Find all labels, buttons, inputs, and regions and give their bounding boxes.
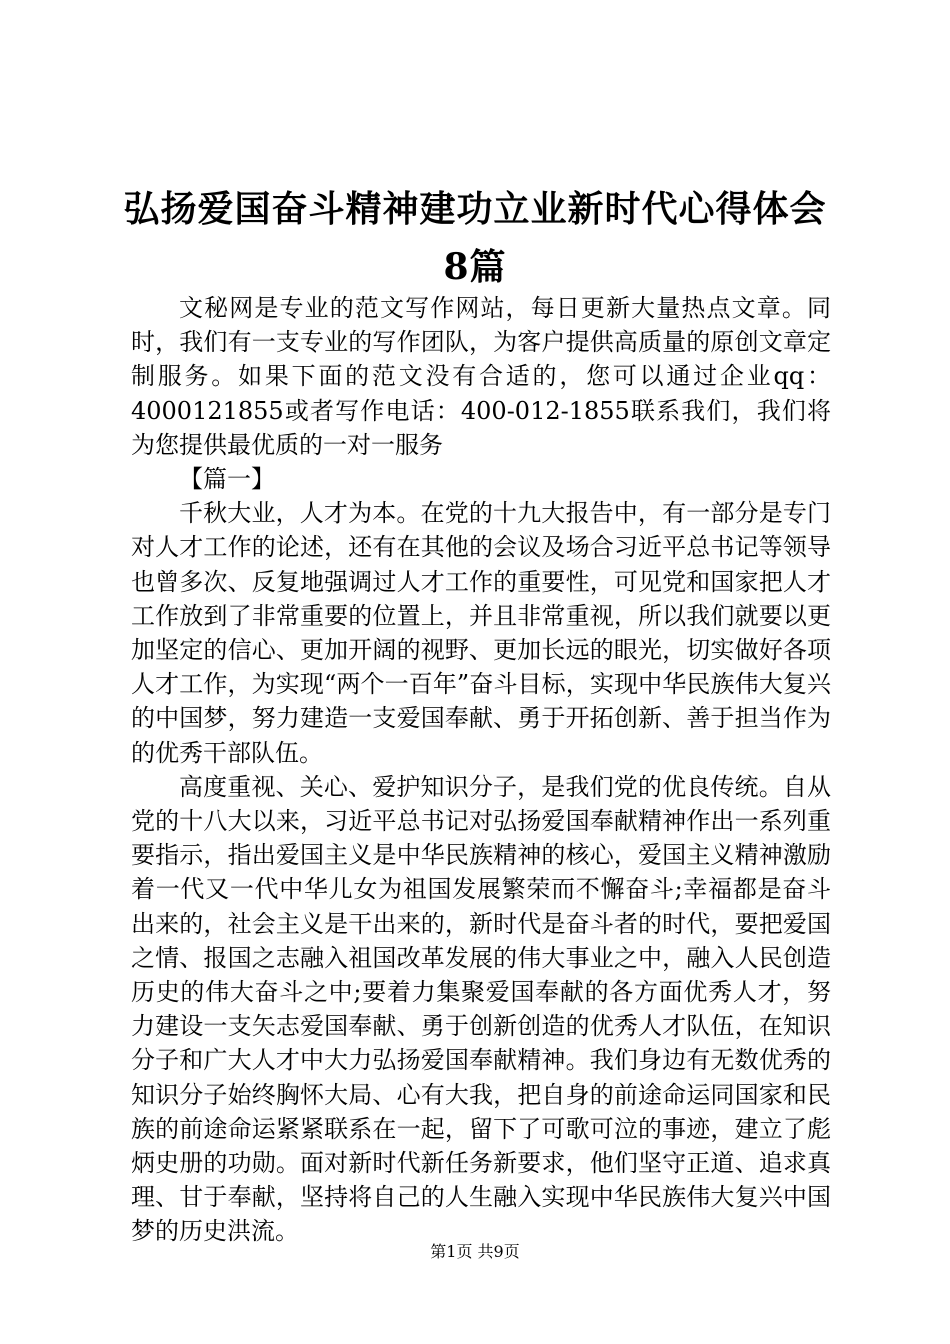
document-body — [131, 291, 831, 1249]
body-paragraph: 千秋大业，人才为本。在党的十九大报告中，有一部分是专门对人才工作的论述，还有在其他的会议及场合习近平总书记等领导也曾多次、反复地强调过人才工作的重要性，可见党和国家把人才工作放到了非常重要的位置上，并且非常重视，所以我们就要以更加坚定的信心、更加开阔的视野、更加长远的眼光，切实做好各项人才工作，为实现“两个一百年”奋斗目标，实现中华民族伟大复兴的中国梦，努力建造一支爱国奉献、勇于开拓创新、善于担当作为的优秀干部队伍。 — [131, 499, 831, 767]
page-footer: 第1页 共9页 — [430, 1242, 520, 1261]
document-title: 弘扬爱国奋斗精神建功立业新时代心得体会8篇 — [123, 188, 827, 288]
section-heading: 【篇一】 — [179, 465, 275, 494]
intro-paragraph: 文秘网是专业的范文写作网站，每日更新大量热点文章。同时，我们有一支专业的写作团队，为客户提供高质量的原创文章定制服务。如果下面的范文没有合适的，您可以通过企业qq：4000121855或者写作电话：400-012-1855联系我们，我们将为您提供最优质的一对一服务 — [131, 294, 831, 459]
body-paragraph: 高度重视、关心、爱护知识分子，是我们党的优良传统。自从党的十八大以来，习近平总书记对弘扬爱国奉献精神作出一系列重要指示，指出爱国主义是中华民族精神的核心，爱国主义精神激励着一代又一代中华儿女为祖国发展繁荣而不懈奋斗;幸福都是奋斗出来的，社会主义是干出来的，新时代是奋斗者的时代，要把爱国之情、报国之志融入祖国改革发展的伟大事业之中，融入人民创造历史的伟大奋斗之中;要着力集聚爱国奉献的各方面优秀人才，努力建设一支矢志爱国奉献、勇于创新创造的优秀人才队伍，在知识分子和广大人才中大力弘扬爱国奉献精神。我们身边有无数优秀的知识分子始终胸怀大局、心有大我，把自身的前途命运同国家和民族的前途命运紧紧联系在一起，留下了可歌可泣的事迹，建立了彪炳史册的功勋。面对新时代新任务新要求，他们坚守正道、追求真理、甘于奉献，坚持将自己的人生融入实现中华民族伟大复兴中国梦的历史洪流。 — [131, 772, 831, 1246]
